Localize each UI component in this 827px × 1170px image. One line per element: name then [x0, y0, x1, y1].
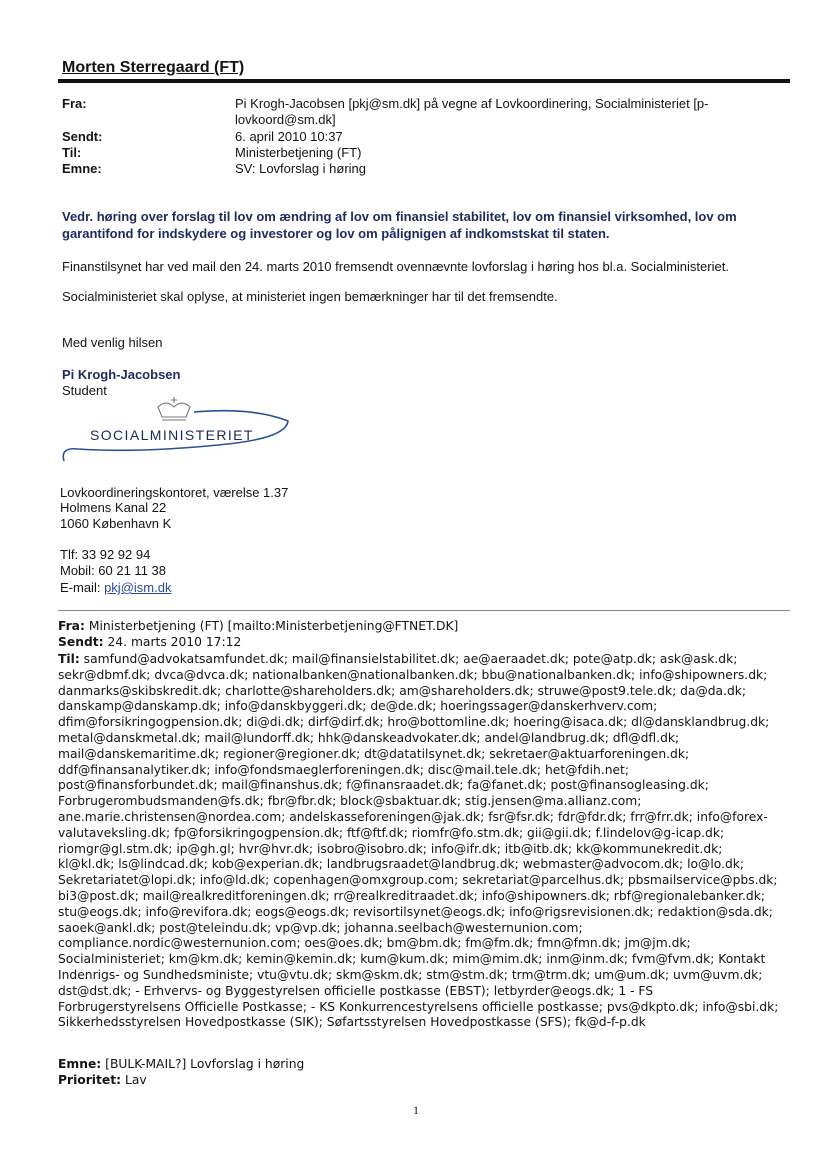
greeting: Med venlig hilsen: [62, 335, 163, 350]
recipient-line: Indenrigs- og Sundhedsministe; vtu@vtu.dk; skm@skm.dk; stm@stm.dk; trm@trm.dk; um@um.dk; uvm@uvm.dk;: [58, 967, 763, 982]
header-divider: [58, 79, 790, 83]
office-line: Lovkoordineringskontoret, værelse 1.37: [60, 485, 289, 500]
fwd-subject-label: Emne:: [58, 1057, 102, 1071]
fwd-recipient-list: [58, 652, 788, 1031]
sent-label: Sendt:: [62, 129, 103, 144]
to-label: Til:: [62, 145, 82, 160]
fwd-sent-value: 24. marts 2010 17:12: [107, 635, 242, 649]
recipient-line: Forbrugerombudsmanden@fs.dk; fbr@fbr.dk; block@sbaktuar.dk; stig.jensen@ma.allianz.com;: [58, 794, 642, 809]
to-value: Ministerbetjening (FT): [235, 145, 362, 160]
sent-value: 6. april 2010 10:37: [235, 129, 343, 144]
fwd-from-value: Ministerbetjening (FT) [mailto:Ministerbetjening@FTNET.DK]: [88, 619, 459, 633]
fwd-priority-value: Lav: [124, 1073, 147, 1087]
email-line: [60, 580, 171, 596]
fwd-priority-line: [58, 1073, 788, 1089]
fwd-sent-label: Sendt:: [58, 635, 104, 649]
recipient-line: saoek@ankl.dk; post@teleindu.dk; vp@vp.dk; johanna.seelbach@westernunion.com;: [58, 920, 583, 935]
recipient-line: kl@kl.dk; ls@lindcad.dk; kob@experian.dk; landbrugsraadet@landbrug.dk; webmaster@advocom.dk; lo@lo.dk;: [58, 857, 745, 872]
recipient-line: Forbrugerstyrelsens Officielle Postkasse; - KS Konkurrencestyrelsens officielle postkasse; pvs@dkpto.dk; info@sbi.dk;: [58, 999, 779, 1014]
from-value: Pi Krogh-Jacobsen [pkj@sm.dk] på vegne af Lovkoordinering, Socialministeriet [p-: [235, 96, 709, 111]
signer-name: Pi Krogh-Jacobsen: [62, 367, 181, 382]
recipient-line: samfund@advokatsamfundet.dk; mail@finansielstabilitet.dk; ae@aeraadet.dk; pote@atp.dk; ask@ask.dk;: [83, 652, 738, 666]
from-label: Fra:: [62, 96, 87, 111]
fwd-from-label: Fra:: [58, 619, 85, 633]
email-link[interactable]: pkj@ism.dk: [104, 580, 172, 595]
recipient-line: riomgr@gl.stm.dk; ip@gh.gl; hvr@hvr.dk; isobro@isobro.dk; info@ifr.dk; itb@itb.dk; kk@kommunekredit.dk;: [58, 841, 723, 856]
recipient-line: Sikkerhedsstyrelsen Hovedpostkasse (SIK); Søfartsstyrelsen Hovedpostkasse (SFS); fk@d-f-p.dk: [58, 1015, 646, 1030]
recipient-line: mail@danskemaritime.dk; regioner@regioner.dk; dt@datatilsynet.dk; sekretaer@aktuarforeningen.dk;: [58, 746, 690, 761]
body-paragraph-2: Socialministeriet skal oplyse, at ministeriet ingen bemærkninger har til det fremsendte.: [62, 289, 558, 304]
fwd-subject-value: [BULK-MAIL?] Lovforslag i høring: [105, 1057, 305, 1071]
recipient-line: sekr@dbmf.dk; dvca@dvca.dk; nationalbanken@nationalbanken.dk; bbu@nationalbanken.dk; info@shipowners.dk;: [58, 667, 768, 682]
street-line: Holmens Kanal 22: [60, 500, 167, 515]
recipient-line: Socialministeriet; km@km.dk; kemin@kemin.dk; kum@kum.dk; mim@mim.dk; inm@inm.dk; fvm@fvm.dk; Kontakt: [58, 952, 766, 967]
phone-line: Tlf: 33 92 92 94: [60, 547, 151, 562]
recipient-line: dfim@forsikringogpension.dk; di@di.dk; dirf@dirf.dk; hro@bottomline.dk; hoering@isaca.dk; dl@dansklandbrug.dk;: [58, 715, 770, 730]
recipient-line: ddf@finansanalytiker.dk; info@fondsmaeglerforeningen.dk; disc@mail.tele.dk; het@fdih.net;: [58, 762, 630, 777]
recipient-line: post@finansforbundet.dk; mail@finanshus.dk; f@finansraadet.dk; fa@fanet.dk; post@finansogleasing.dk;: [58, 778, 709, 793]
fwd-from-line: [58, 619, 788, 635]
subject-value: SV: Lovforslag i høring: [235, 161, 367, 176]
sender-name: Morten Sterregaard (FT): [62, 59, 245, 76]
from-value-continued: lovkoord@sm.dk]: [235, 112, 336, 127]
fwd-priority-label: Prioritet:: [58, 1073, 122, 1087]
signer-title: Student: [62, 383, 107, 398]
recipient-line: bi3@post.dk; mail@realkreditforeningen.dk; rr@realkreditraadet.dk; info@shipowners.dk; rbf@regionalebanker.dk;: [58, 888, 765, 903]
recipient-line: danmarks@skibskredit.dk; charlotte@shareholders.dk; am@shareholders.dk; struwe@post9.tele.dk; da@da.dk;: [58, 683, 747, 698]
fwd-subject-line: [58, 1057, 788, 1073]
city-line: 1060 København K: [60, 516, 172, 531]
recipient-line: dst@dst.dk; - Erhvervs- og Byggestyrelsen officielle postkasse (EBST); letbyrder@eogs.dk; 1 - FS: [58, 983, 654, 998]
email-label: E-mail:: [60, 580, 101, 595]
recipient-line: danskamp@danskamp.dk; info@danskbyggeri.dk; de@de.dk; hoeringssager@danskerhverv.com;: [58, 699, 658, 714]
subject-heading-line-1: Vedr. høring over forslag til lov om ændring af lov om finansiel stabilitet, lov om finansiel virksomhed, lov om: [62, 209, 737, 224]
logo-wordmark: SOCIALMINISTERIET: [90, 427, 254, 443]
page-number: 1: [413, 1103, 419, 1117]
mobile-line: Mobil: 60 21 11 38: [60, 563, 166, 578]
recipient-line: compliance.nordic@westernunion.com; oes@oes.dk; bm@bm.dk; fm@fm.dk; fmn@fmn.dk; jm@jm.dk;: [58, 936, 691, 951]
body-paragraph-1: Finanstilsynet har ved mail den 24. marts 2010 fremsendt ovennævnte lovforslag i høring hos bl.a. Socialministeriet.: [62, 259, 729, 274]
recipient-line: stu@eogs.dk; info@revifora.dk; eogs@eogs.dk; revisortilsynet@eogs.dk; info@rigsrevisionen.dk; redaktion@sda.dk;: [58, 904, 773, 919]
recipient-line: valutaveksling.dk; fp@forsikringogpension.dk; ftf@ftf.dk; riomfr@fo.stm.dk; gii@gii.dk; f.lindelov@g-icap.dk;: [58, 825, 725, 840]
recipient-line: ane.marie.christensen@nordea.com; andelskasseforeningen@jak.dk; fsr@fsr.dk; fdr@fdr.dk; frr@frr.dk; info@forex-: [58, 809, 768, 824]
recipient-line: Sekretariatet@lopi.dk; info@ld.dk; copenhagen@omxgroup.com; sekretariat@parcelhus.dk; pbsmailservice@pbs.dk;: [58, 873, 778, 888]
forward-divider: [58, 610, 790, 611]
fwd-sent-line: [58, 635, 788, 651]
fwd-to-label: Til:: [58, 652, 80, 666]
crown-icon: [158, 397, 190, 420]
recipient-line: metal@danskmetal.dk; mail@lundorff.dk; hhk@danskeadvokater.dk; andel@landbrug.dk; dfl@dfl.dk;: [58, 730, 680, 745]
subject-heading-line-2: garantifond for indskydere og investorer og lov om pålignigen af indkomstskat til staten.: [62, 226, 610, 241]
subject-label: Emne:: [62, 161, 102, 176]
